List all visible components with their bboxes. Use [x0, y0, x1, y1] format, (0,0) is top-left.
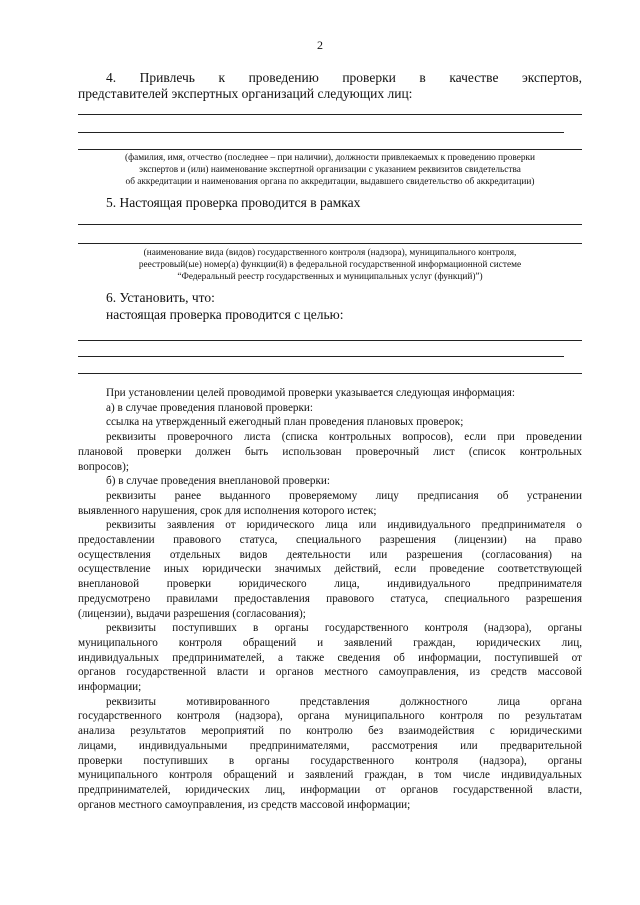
- body-line: При установлении целей проводимой проверки указывается следующая информация:: [106, 387, 516, 399]
- body-line: осуществления отдельных видов деятельности или разрешения (согласования) на: [78, 548, 582, 561]
- body-line: б) в случае проведения внеплановой проверки:: [106, 475, 330, 488]
- page-number: 2: [317, 38, 323, 52]
- body-text: [78, 386, 582, 812]
- body-line: реквизиты ранее выданного проверяемому лицу предписания об устранении: [106, 489, 582, 502]
- body-line: предпринимателей, юридических лиц, информации от органов государственной власти,: [78, 783, 582, 796]
- body-line: муниципального контроля обращений и заявлений граждан, юридических лиц,: [78, 636, 582, 649]
- note-line: экспертов и (или) наименование экспертной организации с указанием реквизитов свидетельства: [139, 165, 521, 175]
- fill-line: [78, 132, 564, 133]
- section-5-note: [78, 247, 582, 283]
- section-5-heading: 5. Настоящая проверка проводится в рамках: [106, 195, 361, 210]
- body-line: реквизиты мотивированного представления должностного лица органа: [106, 695, 582, 708]
- body-line: предоставлении правового статуса, специального разрешения (лицензии) на право: [78, 534, 582, 547]
- body-line: предусмотрено правилами предоставления правового статуса, специального разрешения: [78, 592, 582, 605]
- body-line: выявленного нарушения, срок для исполнения которого истек;: [78, 504, 377, 517]
- section-4-heading-cont: представителей экспертных организаций следующих лиц:: [78, 86, 413, 101]
- note-line: (наименование вида (видов) государственного контроля (надзора), муниципального контроля,: [143, 248, 517, 258]
- body-line: реквизиты поступивших в органы государственного контроля (надзора), органы: [106, 622, 582, 635]
- body-line: ссылка на утвержденный ежегодный план проведения плановых проверок;: [106, 416, 464, 429]
- body-line: а) в случае проведения плановой проверки:: [106, 401, 314, 414]
- body-line: вопросов);: [78, 460, 129, 473]
- fill-line: [78, 114, 582, 115]
- body-line: муниципального контроля обращений и заявлений граждан, в том числе индивидуальных: [78, 769, 582, 782]
- body-line: плановой проверки должен быть использован проверочный лист (список контрольных: [78, 445, 582, 458]
- body-line: государственного контроля (надзора), органа муниципального контроля по результатам: [78, 710, 582, 723]
- section-6-heading: 6. Установить, что:: [106, 290, 215, 305]
- fill-line: [78, 340, 582, 341]
- fill-line: [78, 356, 564, 357]
- body-line: реквизиты проверочного листа (списка контрольных вопросов), если при проведении: [106, 431, 582, 444]
- body-line: осуществление иных юридически значимых действий, если проведение соответствующей: [78, 563, 582, 576]
- fill-line: [78, 373, 582, 374]
- section-6-purpose: настоящая проверка проводится с целью:: [106, 307, 344, 322]
- body-line: реквизиты заявления от юридического лица или индивидуального предпринимателя о: [106, 519, 582, 532]
- fill-line: [78, 149, 582, 150]
- fill-line: [78, 243, 582, 244]
- fill-line: [78, 224, 582, 225]
- body-line: проверки поступивших в органы государственного контроля (надзора), органы: [78, 754, 582, 767]
- body-line: (лицензии), выдачи разрешения (согласования);: [78, 607, 306, 620]
- note-line: об аккредитации и наименования органа по аккредитации, выдавшего свидетельство об аккредитации): [125, 177, 535, 187]
- note-line: “Федеральный реестр государственных и муниципальных услуг (функций)”): [177, 272, 483, 282]
- body-line: органов государственной власти и органов местного самоуправления, из средств массовой: [78, 666, 582, 679]
- note-line: реестровый(ые) номер(а) функции(й) в федеральной государственной информационной системе: [138, 260, 522, 270]
- body-line: внеплановой проверки юридического лица, индивидуального предпринимателя: [78, 578, 582, 591]
- body-line: анализа результатов мероприятий по контролю без взаимодействия с юридическими: [78, 725, 582, 738]
- section-4-note: [78, 152, 582, 188]
- section-4-heading: 4. Привлечь к проведению проверки в качестве экспертов,: [106, 70, 582, 85]
- body-line: индивидуальных предпринимателей, а также сведения об информации, поступившей от: [78, 651, 582, 664]
- body-line: лицами, индивидуальными предпринимателями, рассмотрения или предварительной: [78, 739, 582, 752]
- note-line: (фамилия, имя, отчество (последнее – при наличии), должности привлекаемых к проведению проверки: [124, 153, 536, 163]
- body-line: информации;: [78, 681, 142, 694]
- body-line: органов местного самоуправления, из средств массовой информации;: [78, 798, 411, 811]
